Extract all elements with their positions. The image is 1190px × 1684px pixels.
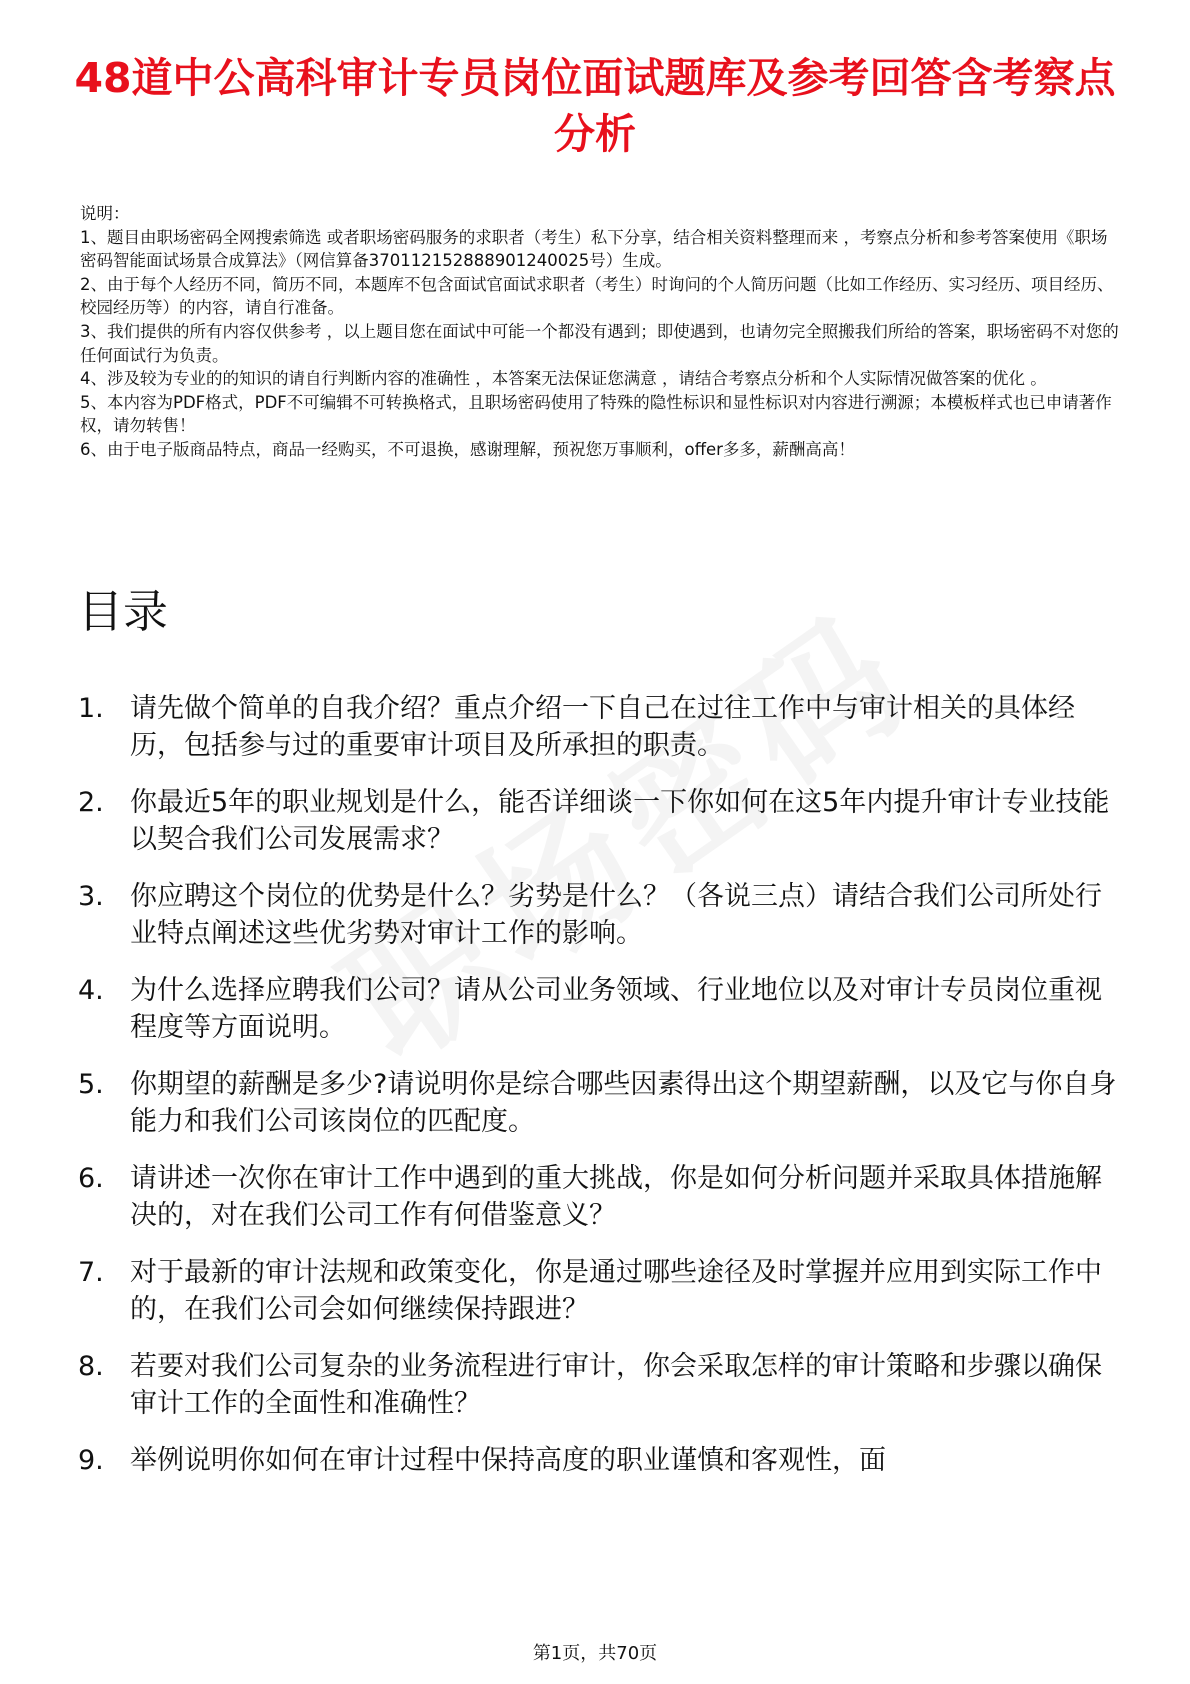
toc-item-number: 9.	[78, 1445, 104, 1476]
toc-item-text: 请讲述一次你在审计工作中遇到的重大挑战，你是如何分析问题并采取具体措施解决的，对在我们公司工作有何借鉴意义？	[130, 1163, 1102, 1231]
toc-item-number: 7.	[78, 1257, 104, 1288]
note-item: 5、本内容为PDF格式，PDF不可编辑不可转换格式，且职场密码使用了特殊的隐性标识和显性标识对内容进行溯源；本模板样式也已申请著作权，请勿转售！	[80, 392, 1112, 436]
toc-item[interactable]	[78, 878, 1118, 952]
toc-item-text: 你期望的薪酬是多少?请说明你是综合哪些因素得出这个期望薪酬，以及它与你自身能力和我们公司该岗位的匹配度。	[130, 1069, 1117, 1137]
notes-section	[80, 202, 1120, 462]
toc-item[interactable]	[78, 784, 1118, 858]
toc-item-number: 5.	[78, 1069, 104, 1100]
toc-item[interactable]	[78, 690, 1118, 764]
toc-item[interactable]	[78, 1066, 1118, 1140]
note-item: 6、由于电子版商品特点，商品一经购买，不可退换，感谢理解，预祝您万事顺利，offer多多，薪酬高高！	[80, 439, 855, 459]
note-item: 2、由于每个人经历不同，简历不同，本题库不包含面试官面试求职者（考生）时询问的个人简历问题（比如工作经历、实习经历、项目经历、校园经历等）的内容，请自行准备。	[80, 274, 1114, 318]
toc-item-number: 1.	[78, 693, 104, 724]
toc-item-text: 举例说明你如何在审计过程中保持高度的职业谨慎和客观性，面	[130, 1445, 886, 1476]
page-number: 第1页，共70页	[532, 1643, 658, 1664]
toc-item[interactable]	[78, 1160, 1118, 1234]
toc-item-text: 请先做个简单的自我介绍？重点介绍一下自己在过往工作中与审计相关的具体经历，包括参与过的重要审计项目及所承担的职责。	[130, 693, 1075, 761]
note-item: 4、涉及较为专业的的知识的请自行判断内容的准确性 ，本答案无法保证您满意 ，请结合考察点分析和个人实际情况做答案的优化 。	[80, 369, 1047, 389]
toc-item-number: 8.	[78, 1351, 104, 1382]
table-of-contents	[78, 690, 1118, 1479]
toc-heading: 目录	[78, 585, 169, 638]
toc-item[interactable]	[78, 1442, 1118, 1479]
toc-item[interactable]	[78, 1348, 1118, 1422]
note-item: 3、我们提供的所有内容仅供参考 ，以上题目您在面试中可能一个都没有遇到；即使遇到，也请勿完全照搬我们所给的答案，职场密码不对您的任何面试行为负责。	[80, 321, 1119, 365]
document-title: 48道中公高科审计专员岗位面试题库及参考回答含考察点分析	[74, 54, 1116, 158]
toc-item-text: 若要对我们公司复杂的业务流程进行审计，你会采取怎样的审计策略和步骤以确保审计工作的全面性和准确性？	[130, 1351, 1102, 1419]
toc-item-number: 3.	[78, 881, 104, 912]
toc-item-number: 2.	[78, 787, 104, 818]
toc-item[interactable]	[78, 972, 1118, 1046]
toc-item[interactable]	[78, 1254, 1118, 1328]
toc-item-number: 4.	[78, 975, 104, 1006]
toc-item-text: 你最近5年的职业规划是什么，能否详细谈一下你如何在这5年内提升审计专业技能以契合我们公司发展需求？	[130, 787, 1110, 855]
toc-item-text: 你应聘这个岗位的优势是什么？劣势是什么？（各说三点）请结合我们公司所处行业特点阐述这些优劣势对审计工作的影响。	[130, 881, 1102, 949]
note-item: 1、题目由职场密码全网搜索筛选 或者职场密码服务的求职者（考生）私下分享，结合相关资料整理而来 ，考察点分析和参考答案使用《职场密码智能面试场景合成算法》（网信算备370112152888901240025号）生成。	[80, 227, 1108, 271]
toc-item-number: 6.	[78, 1163, 104, 1194]
toc-item-text: 对于最新的审计法规和政策变化，你是通过哪些途径及时掌握并应用到实际工作中的，在我们公司会如何继续保持跟进？	[130, 1257, 1102, 1325]
toc-item-text: 为什么选择应聘我们公司？请从公司业务领域、行业地位以及对审计专员岗位重视程度等方面说明。	[130, 975, 1102, 1043]
notes-label: 说明：	[80, 204, 130, 223]
